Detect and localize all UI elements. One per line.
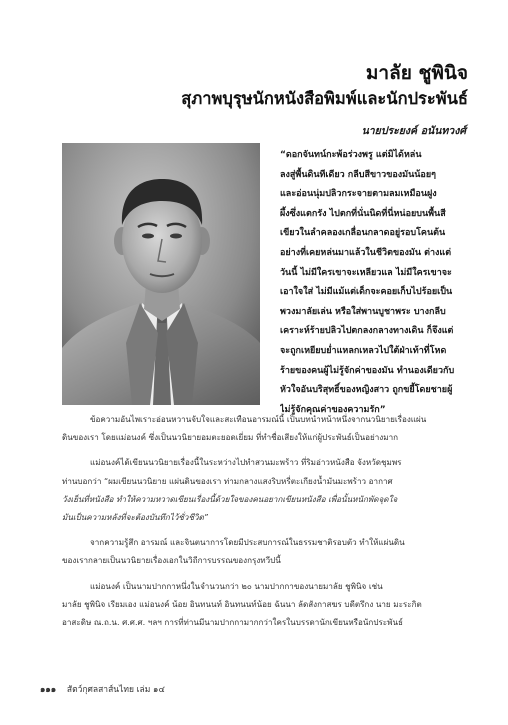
body-paragraph [62, 410, 480, 446]
quote-line: วันนี้ ไม่มีใครเขาจะเหลียวแล ไม่มีใครเขาจะ [280, 267, 452, 278]
quote-line: “ดอกจันทน์กะพ้อร่วงพรู แต่มิได้หล่น [280, 150, 422, 160]
body-line: วังเย็นที่หนังสือ ทำให้ความหวาดเขียนเรื่องนี้ด้วยใจของคนอยากเขียนหนังสือ เพื่อนั้นหนักพัดจุดใจ [62, 493, 398, 504]
quote-line: จะถูกเหยียบย่ำแหลกเหลวไปใต้ฝ่าเท้าที่โหด [280, 345, 447, 356]
body-line: มันเป็นความหลังที่จะต้องบันทึกไว้ชั่วชีวิต” [62, 512, 208, 523]
author-portrait-photo [62, 143, 260, 405]
publication-name: สัตว์กุศลสาส์นไทย เล่ม ๑๔ [66, 685, 165, 695]
quote-line: เอาใจใส่ ไม่มีแม้แต่เด็กจะคอยเก็บไปร้อยเป็น [280, 287, 453, 298]
quote-line: เขียวในลำคลองเกลื่อนกลาดอยู่รอบโคนต้น [280, 228, 446, 239]
body-line: ดินของเรา โดยแม่อนงค์ ซึ่งเป็นนวนิยายอมตะยอดเยี่ยม ที่ทำชื่อเสียงให้แก่ผู้ประพันธ์เป็นอย่างมาก [62, 432, 399, 443]
quote-line: อย่างที่เคยหล่นมาแล้วในชีวิตของมัน ต่างแต่ [280, 247, 452, 258]
article-subtitle: สุภาพบุรุษนักหนังสือพิมพ์และนักประพันธ์ [181, 89, 468, 108]
quote-line: ไม่รู้จักคุณค่าของความรัก” [280, 404, 386, 415]
body-line: ข้อความอันไพเราะอ่อนหวานจับใจและสะเทือนอารมณ์นี้ เป็นบทนำหน้าหนึ่งจากนวนิยายเรื่องแผ่น [90, 414, 427, 424]
body-line: ของเรากลายเป็นนวนิยายเรื่องเอกในวิถีการบรรณของกรุงทวีปนี้ [62, 555, 281, 566]
quote-line: ลงสู่พื้นดินทีเดียว กลีบสีขาวของมันน้อยๆ [280, 169, 436, 180]
opening-quote [280, 146, 480, 420]
body-line: มาลัย ชูพินิจ เรียมเอง แม่อนงค์ น้อย อินทนนท์ อินทนนท์น้อย ฉันนา ลัดสังกาสฆร บดีตรึกง นาย มะระกิต [62, 598, 422, 609]
article-title: มาลัย ชูพินิจ [365, 62, 468, 84]
body-line: แม่อนงค์ได้เขียนนวนิยายเรื่องนี้ในระหว่างไปทำสวนมะพร้าว ที่ริมอ่าวหนังสือ จังหวัดชุมพร [90, 457, 402, 468]
body-line: จากความรู้สึก อารมณ์ และจินตนาการโดยมีประสบการณ์ในธรรมชาติรอบตัว ทำให้แผ่นดิน [90, 537, 405, 548]
quote-line: ผึ้งซึ่งแตกรัง ไปตกที่นั่นนิดที่นี่หน่อยบนพื้นสี [280, 208, 446, 219]
quote-line: หัวใจอันบริสุทธิ์ของหญิงสาว ถูกขยี้โดยชายผู้ [280, 385, 453, 396]
quote-line: พวงมาลัยเล่น หรือใส่พานบูชาพระ บางกลีบ [280, 306, 446, 317]
quote-line: ร้ายของคนผู้ไม่รู้จักค่าของมัน ทำนองเดียวกับ [280, 365, 455, 376]
author-byline: นายประยงค์ อนันทวงศ์ [361, 125, 466, 137]
body-paragraph [62, 577, 480, 632]
body-paragraph [62, 453, 480, 526]
body-line: ท่านบอกว่า “ผมเขียนนวนิยาย แผ่นดินของเรา ท่ามกลางแสงริบหรี่ตะเกียงน้ำมันมะพร้าว อากาศ [62, 475, 393, 486]
quote-line: และอ่อนนุ่มปลิวกระจายตามลมเหมือนฝูง [280, 189, 437, 200]
body-paragraph [62, 533, 480, 569]
article-body [62, 410, 480, 638]
quote-line: เคราะห์ร้ายปลิวไปตกลงกลางทางเดิน ก็จึงแต่ [280, 326, 454, 337]
body-line: แม่อนงค์ เป็นนามปากกาหนึ่งในจำนวนกว่า ๒๐ นามปากกาของนายมาลัย ชูพินิจ เช่น [90, 580, 383, 591]
body-line: อาสะดิษ ณ.ถ.น. ศ.ศ.ศ. ฯลฯ การที่ท่านมีนามปากกามากกว่าใครในบรรดานักเขียนหรือนักประพันธ์ [62, 617, 403, 628]
page-footer [40, 682, 165, 696]
page-number: ๑๑๑ [40, 685, 57, 695]
